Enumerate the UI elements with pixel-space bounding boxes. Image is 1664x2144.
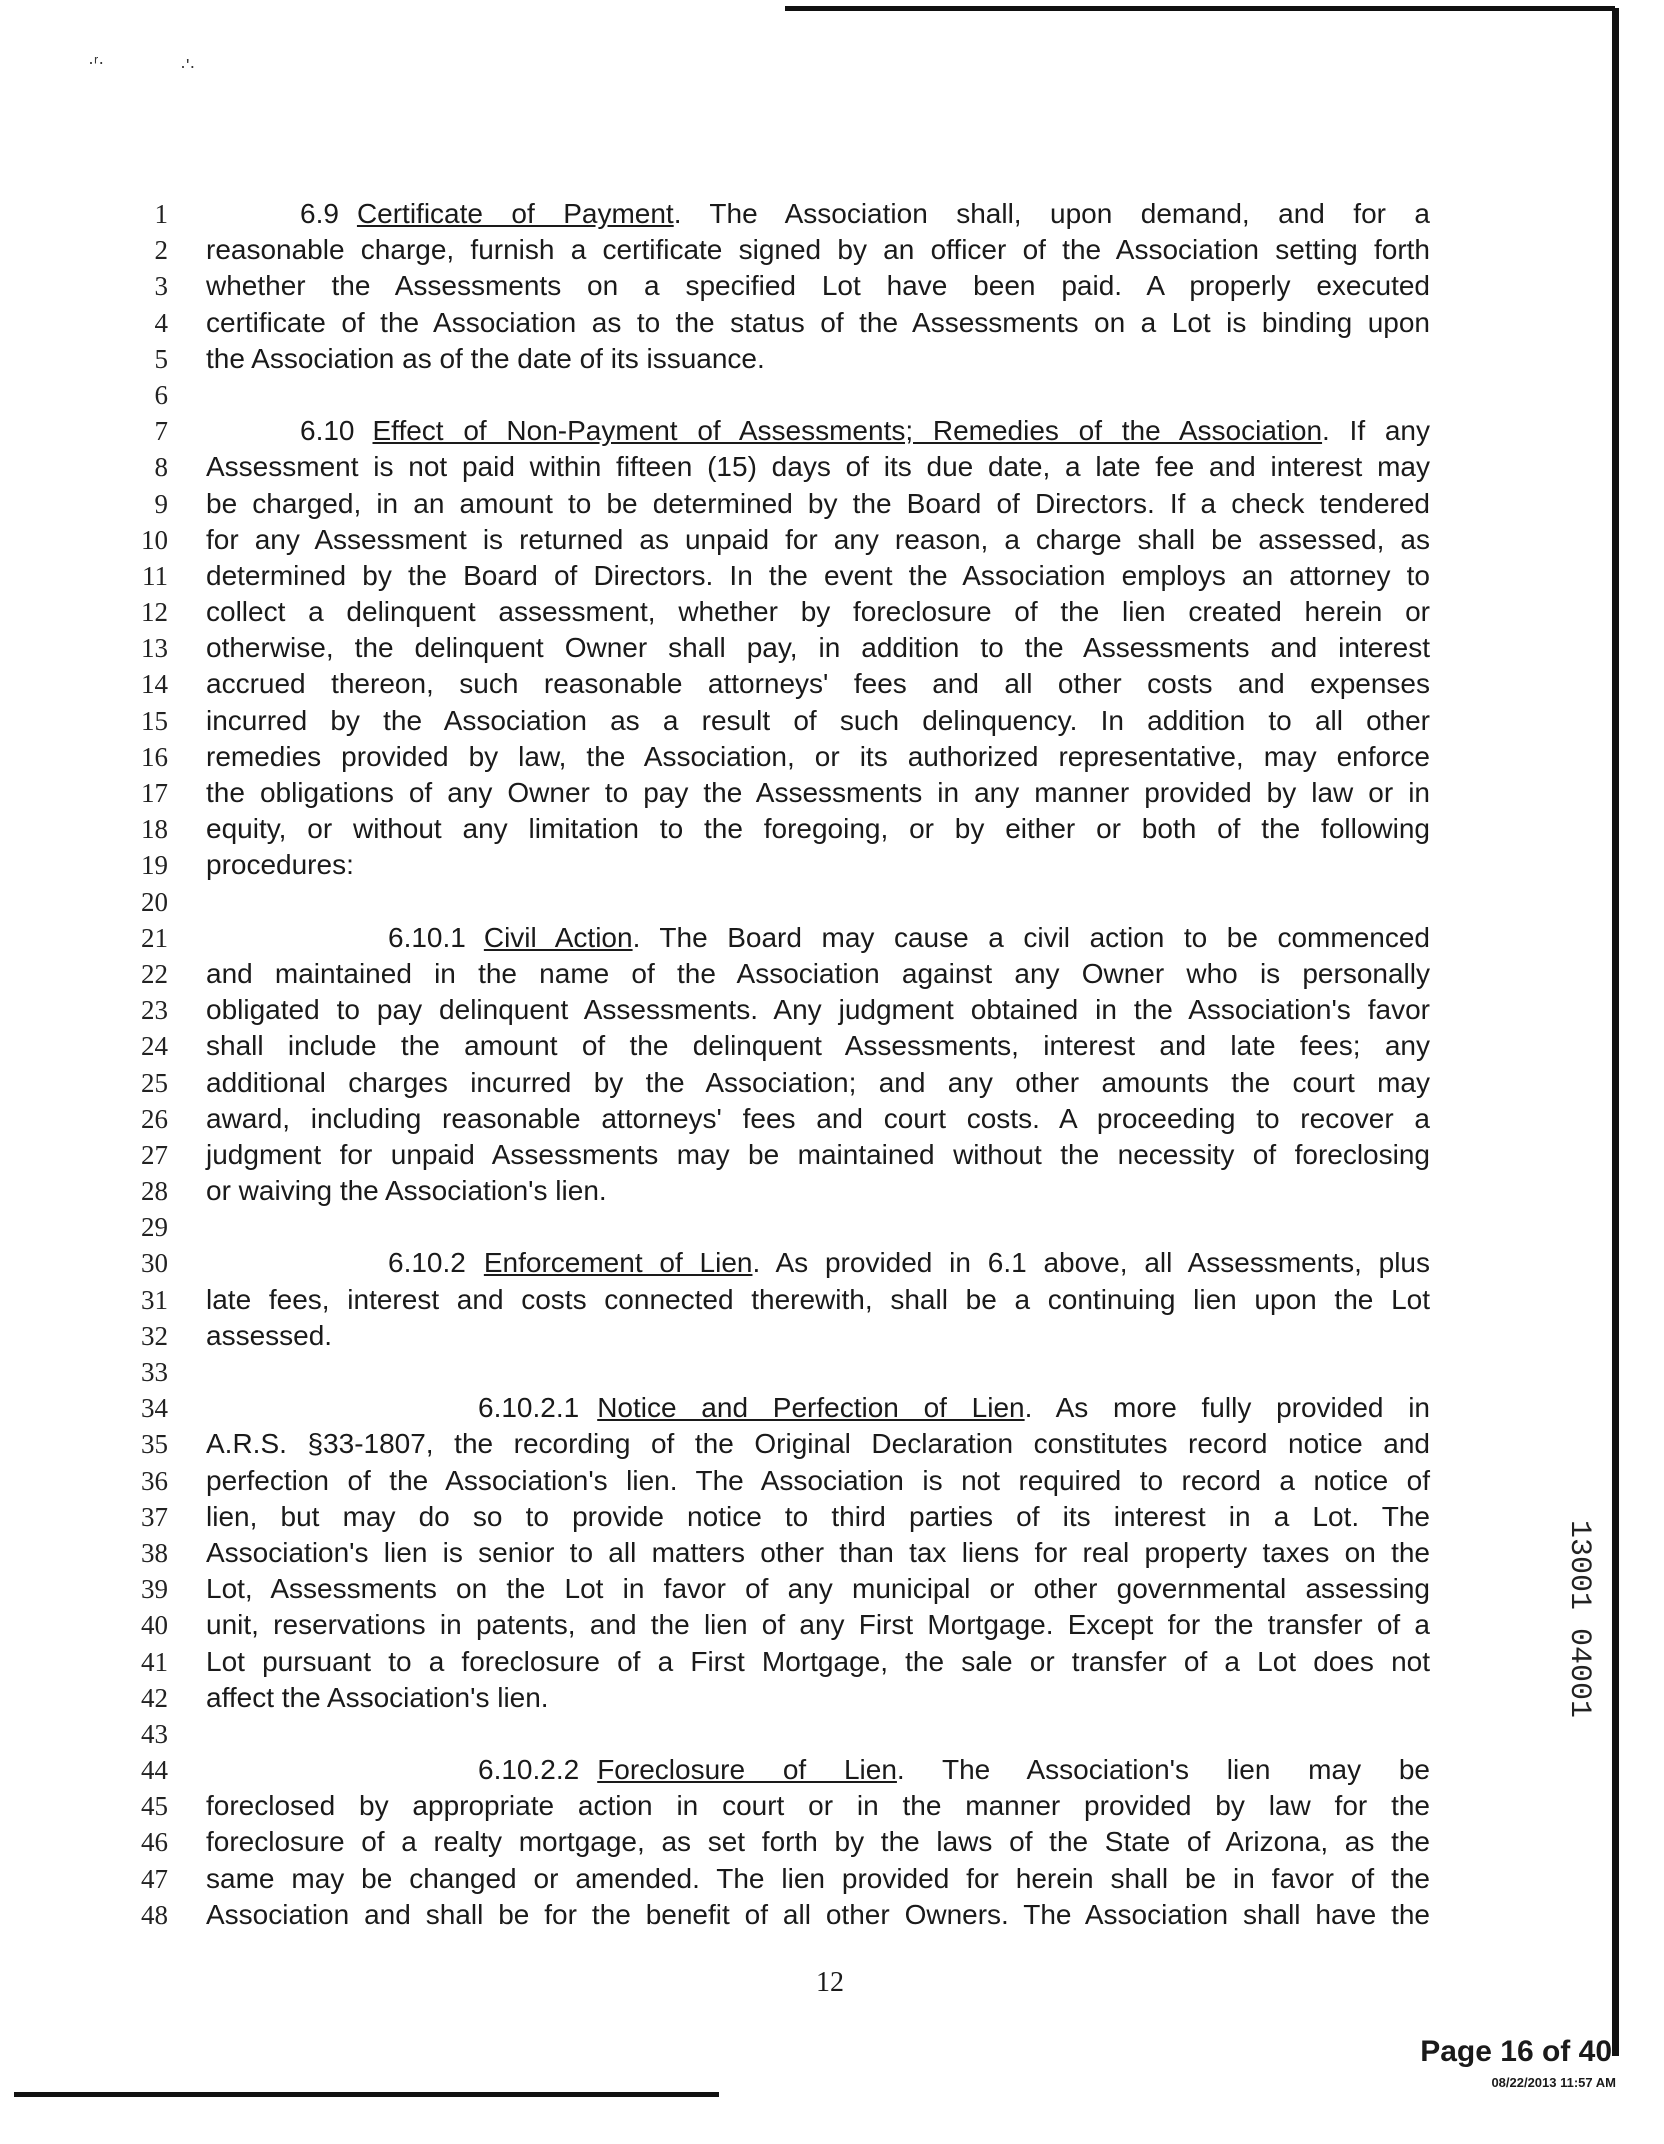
document-line bbox=[0, 1644, 1664, 1680]
document-line bbox=[0, 739, 1664, 775]
line-body: shall include the amount of the delinquent Assessments, interest and late fees; any bbox=[206, 1030, 1430, 1062]
line-text bbox=[478, 1752, 1430, 1788]
document-line bbox=[0, 1571, 1664, 1607]
line-text bbox=[206, 1137, 1430, 1173]
line-body: reasonable charge, furnish a certificate signed by an officer of the Association setting forth bbox=[206, 234, 1430, 266]
section-title: Civil Action bbox=[483, 921, 633, 953]
document-line bbox=[0, 1535, 1664, 1571]
line-number: 32 bbox=[141, 1320, 168, 1351]
line-text bbox=[206, 268, 1430, 304]
line-number: 9 bbox=[154, 488, 168, 519]
line-body: Association's lien is senior to all matters other than tax liens for real property taxes on the bbox=[206, 1536, 1430, 1568]
line-number: 35 bbox=[141, 1429, 168, 1460]
line-body: late fees, interest and costs connected therewith, shall be a continuing lien upon the Lot bbox=[206, 1283, 1430, 1315]
line-number: 12 bbox=[141, 597, 168, 628]
document-line bbox=[0, 1607, 1664, 1643]
line-number: 10 bbox=[141, 524, 168, 555]
line-text bbox=[206, 1426, 1430, 1462]
line-number: 33 bbox=[141, 1357, 168, 1387]
line-text bbox=[206, 847, 1430, 883]
line-text bbox=[206, 703, 1430, 739]
document-line bbox=[0, 558, 1664, 594]
line-text bbox=[388, 1245, 1430, 1281]
document-line bbox=[0, 1354, 1664, 1390]
line-text bbox=[206, 1897, 1430, 1933]
line-body: same may be changed or amended. The lien provided for herein shall be in favor of the bbox=[206, 1862, 1430, 1894]
line-text bbox=[206, 1318, 1430, 1354]
line-number: 46 bbox=[141, 1827, 168, 1858]
scan-border-bottom bbox=[14, 2092, 719, 2097]
line-text bbox=[206, 1607, 1430, 1643]
line-number: 22 bbox=[141, 958, 168, 989]
line-body: . As provided in 6.1 above, all Assessments, plus bbox=[752, 1247, 1431, 1279]
line-body: or waiving the Association's lien. bbox=[206, 1175, 607, 1207]
line-body: equity, or without any limitation to the foregoing, or by either or both of the following bbox=[206, 813, 1430, 845]
line-text bbox=[206, 1028, 1430, 1064]
line-text bbox=[206, 1463, 1430, 1499]
line-number: 21 bbox=[141, 922, 168, 953]
section-number: 6.10.1 bbox=[388, 921, 466, 953]
document-line bbox=[0, 305, 1664, 341]
line-number: 15 bbox=[141, 705, 168, 736]
document-line bbox=[0, 666, 1664, 702]
line-number: 41 bbox=[141, 1646, 168, 1677]
line-body: whether the Assessments on a specified Lot have been paid. A properly executed bbox=[206, 270, 1430, 302]
document-line bbox=[0, 268, 1664, 304]
line-text bbox=[206, 1788, 1430, 1824]
line-text bbox=[206, 1644, 1430, 1680]
line-number: 38 bbox=[141, 1537, 168, 1568]
document-line bbox=[0, 1245, 1664, 1281]
line-body: . As more fully provided in bbox=[1024, 1392, 1431, 1424]
line-number: 18 bbox=[141, 814, 168, 845]
document-line bbox=[0, 196, 1664, 232]
line-number: 27 bbox=[141, 1139, 168, 1170]
line-number: 29 bbox=[141, 1212, 168, 1243]
line-number: 8 bbox=[154, 452, 168, 483]
line-text bbox=[206, 1282, 1430, 1318]
document-line bbox=[0, 1897, 1664, 1933]
line-number: 11 bbox=[142, 560, 168, 591]
document-line bbox=[0, 884, 1664, 920]
section-title: Foreclosure of Lien bbox=[597, 1754, 897, 1786]
line-body: determined by the Board of Directors. In the event the Association employs an attorney to bbox=[206, 559, 1430, 591]
line-text bbox=[206, 1173, 1430, 1209]
line-body: . The Association's lien may be bbox=[896, 1754, 1431, 1786]
document-line bbox=[0, 486, 1664, 522]
line-number: 28 bbox=[141, 1176, 168, 1207]
line-text bbox=[206, 956, 1430, 992]
line-text bbox=[206, 992, 1430, 1028]
line-number: 36 bbox=[141, 1465, 168, 1496]
document-line bbox=[0, 1028, 1664, 1064]
line-text bbox=[206, 1861, 1430, 1897]
section-number: 6.10.2.1 bbox=[478, 1392, 580, 1424]
document-body bbox=[0, 196, 1664, 1933]
section-number: 6.10 bbox=[300, 415, 355, 447]
line-number: 13 bbox=[141, 633, 168, 664]
line-number: 40 bbox=[141, 1610, 168, 1641]
line-number: 4 bbox=[154, 307, 168, 338]
document-line bbox=[0, 1716, 1664, 1752]
line-text bbox=[206, 232, 1430, 268]
line-text bbox=[206, 486, 1430, 522]
document-line bbox=[0, 413, 1664, 449]
line-number: 39 bbox=[141, 1574, 168, 1605]
line-number: 17 bbox=[141, 778, 168, 808]
document-line bbox=[0, 630, 1664, 666]
line-text bbox=[206, 594, 1430, 630]
document-line bbox=[0, 1861, 1664, 1897]
line-text bbox=[206, 1065, 1430, 1101]
line-text bbox=[206, 811, 1430, 847]
line-body: judgment for unpaid Assessments may be maintained without the necessity of foreclosing bbox=[206, 1138, 1430, 1170]
document-line bbox=[0, 1209, 1664, 1245]
line-body: collect a delinquent assessment, whether by foreclosure of the lien created herein or bbox=[206, 596, 1430, 628]
line-body: otherwise, the delinquent Owner shall pay, in addition to the Assessments and interest bbox=[206, 632, 1430, 664]
line-number: 37 bbox=[141, 1501, 168, 1532]
page-of-label: Page 16 of 40 bbox=[1420, 2035, 1612, 2068]
line-number: 24 bbox=[141, 1031, 168, 1062]
line-text bbox=[478, 1390, 1430, 1426]
line-number: 48 bbox=[141, 1899, 168, 1930]
scan-border-top bbox=[785, 6, 1615, 11]
line-body: certificate of the Association as to the status of the Assessments on a Lot is binding upon bbox=[206, 306, 1430, 338]
line-number: 16 bbox=[141, 741, 168, 772]
section-number: 6.9 bbox=[300, 198, 339, 229]
document-line bbox=[0, 1390, 1664, 1426]
document-line bbox=[0, 1065, 1664, 1101]
line-body: be charged, in an amount to be determined by the Board of Directors. If a check tendered bbox=[206, 487, 1430, 519]
line-number: 20 bbox=[141, 886, 168, 917]
line-number: 19 bbox=[141, 850, 168, 881]
line-body: Assessment is not paid within fifteen (15) days of its due date, a late fee and interest may bbox=[206, 451, 1430, 483]
page-number: 12 bbox=[816, 1967, 844, 1998]
line-body: Lot pursuant to a foreclosure of a First Mortgage, the sale or transfer of a Lot does not bbox=[206, 1645, 1430, 1677]
line-body: perfection of the Association's lien. The Association is not required to record a notice of bbox=[206, 1464, 1430, 1496]
line-body: and maintained in the name of the Association against any Owner who is personally bbox=[206, 957, 1430, 989]
line-body: additional charges incurred by the Association; and any other amounts the court may bbox=[206, 1066, 1430, 1098]
line-text bbox=[206, 1571, 1430, 1607]
document-line bbox=[0, 920, 1664, 956]
document-line bbox=[0, 1788, 1664, 1824]
line-body: award, including reasonable attorneys' fees and court costs. A proceeding to recover a bbox=[206, 1102, 1430, 1134]
document-line bbox=[0, 1318, 1664, 1354]
line-text bbox=[206, 1101, 1430, 1137]
line-number: 44 bbox=[141, 1755, 168, 1786]
document-line bbox=[0, 1173, 1664, 1209]
line-number: 42 bbox=[141, 1682, 168, 1713]
line-number: 3 bbox=[154, 271, 168, 302]
document-line bbox=[0, 1752, 1664, 1788]
document-line bbox=[0, 594, 1664, 630]
scan-speck: ·ʳ· bbox=[88, 52, 105, 72]
line-text bbox=[300, 196, 1430, 232]
line-text bbox=[206, 341, 1430, 377]
line-text bbox=[206, 1535, 1430, 1571]
line-text bbox=[206, 449, 1430, 485]
line-text bbox=[206, 1499, 1430, 1535]
line-text bbox=[300, 413, 1430, 449]
line-body: . If any bbox=[1322, 415, 1430, 447]
line-number: 5 bbox=[154, 343, 168, 374]
line-text bbox=[206, 558, 1430, 594]
document-line bbox=[0, 811, 1664, 847]
line-text bbox=[206, 1824, 1430, 1860]
document-line bbox=[0, 1824, 1664, 1860]
line-body: A.R.S. §33-1807, the recording of the Original Declaration constitutes record notice and bbox=[206, 1428, 1430, 1460]
document-line bbox=[0, 1680, 1664, 1716]
document-line bbox=[0, 1282, 1664, 1318]
recording-stamp-text: 13001 04001 bbox=[1562, 1520, 1596, 1719]
line-body: . The Association shall, upon demand, and for a bbox=[673, 198, 1430, 229]
line-number: 30 bbox=[141, 1248, 168, 1279]
line-body: Lot, Assessments on the Lot in favor of any municipal or other governmental assessing bbox=[206, 1573, 1430, 1605]
line-body: lien, but may do so to provide notice to third parties of its interest in a Lot. The bbox=[206, 1500, 1430, 1532]
line-number: 43 bbox=[141, 1718, 168, 1749]
line-text bbox=[206, 739, 1430, 775]
line-body: procedures: bbox=[206, 849, 354, 881]
line-number: 31 bbox=[141, 1284, 168, 1315]
line-number: 47 bbox=[141, 1863, 168, 1894]
line-number: 7 bbox=[154, 416, 168, 447]
line-body: foreclosed by appropriate action in court or in the manner provided by law for the bbox=[206, 1790, 1430, 1822]
line-body: assessed. bbox=[206, 1319, 333, 1351]
document-line bbox=[0, 1101, 1664, 1137]
section-title: Certificate of Payment bbox=[356, 198, 674, 229]
line-text bbox=[206, 1680, 1430, 1716]
line-body: affect the Association's lien. bbox=[206, 1681, 549, 1713]
document-line bbox=[0, 341, 1664, 377]
document-line bbox=[0, 232, 1664, 268]
document-line bbox=[0, 775, 1664, 811]
line-text bbox=[206, 666, 1430, 702]
line-body: the obligations of any Owner to pay the Assessments in any manner provided by law or in bbox=[206, 777, 1430, 808]
line-number: 45 bbox=[141, 1791, 168, 1822]
document-line bbox=[0, 847, 1664, 883]
document-line bbox=[0, 449, 1664, 485]
line-body: . The Board may cause a civil action to be commenced bbox=[632, 921, 1430, 953]
line-text bbox=[206, 775, 1430, 811]
document-line bbox=[0, 956, 1664, 992]
document-line bbox=[0, 1426, 1664, 1462]
document-line bbox=[0, 1463, 1664, 1499]
line-body: unit, reservations in patents, and the lien of any First Mortgage. Except for the transfer of a bbox=[206, 1609, 1430, 1641]
line-text bbox=[388, 920, 1430, 956]
line-body: for any Assessment is returned as unpaid for any reason, a charge shall be assessed, as bbox=[206, 523, 1430, 555]
line-number: 23 bbox=[141, 995, 168, 1026]
line-body: foreclosure of a realty mortgage, as set forth by the laws of the State of Arizona, as the bbox=[206, 1826, 1430, 1858]
section-title: Enforcement of Lien bbox=[483, 1247, 753, 1279]
document-line bbox=[0, 377, 1664, 413]
line-body: Association and shall be for the benefit of all other Owners. The Association shall have the bbox=[206, 1898, 1430, 1930]
document-line bbox=[0, 522, 1664, 558]
document-line bbox=[0, 1499, 1664, 1535]
line-text bbox=[206, 630, 1430, 666]
section-number: 6.10.2.2 bbox=[478, 1754, 580, 1786]
line-body: incurred by the Association as a result of such delinquency. In addition to all other bbox=[206, 704, 1430, 736]
section-title: Effect of Non-Payment of Assessments; Remedies of the Association bbox=[372, 415, 1323, 447]
line-number: 2 bbox=[154, 235, 168, 266]
document-line bbox=[0, 703, 1664, 739]
line-number: 34 bbox=[141, 1393, 168, 1424]
line-number: 26 bbox=[141, 1103, 168, 1134]
line-text bbox=[206, 305, 1430, 341]
line-body: accrued thereon, such reasonable attorneys' fees and all other costs and expenses bbox=[206, 668, 1430, 700]
line-body: remedies provided by law, the Association, or its authorized representative, may enforce bbox=[206, 740, 1430, 772]
line-number: 25 bbox=[141, 1067, 168, 1098]
line-body: obligated to pay delinquent Assessments. Any judgment obtained in the Association's favor bbox=[206, 994, 1430, 1026]
document-line bbox=[0, 1137, 1664, 1173]
document-line bbox=[0, 992, 1664, 1028]
line-text bbox=[206, 522, 1430, 558]
print-date: 08/22/2013 11:57 AM bbox=[1491, 2075, 1616, 2090]
scan-speck: ·'· bbox=[180, 56, 196, 76]
line-number: 14 bbox=[141, 669, 168, 700]
line-number: 1 bbox=[154, 199, 168, 229]
line-number: 6 bbox=[154, 379, 168, 410]
line-body: the Association as of the date of its issuance. bbox=[206, 342, 765, 374]
section-number: 6.10.2 bbox=[388, 1247, 466, 1279]
section-title: Notice and Perfection of Lien bbox=[597, 1392, 1025, 1424]
